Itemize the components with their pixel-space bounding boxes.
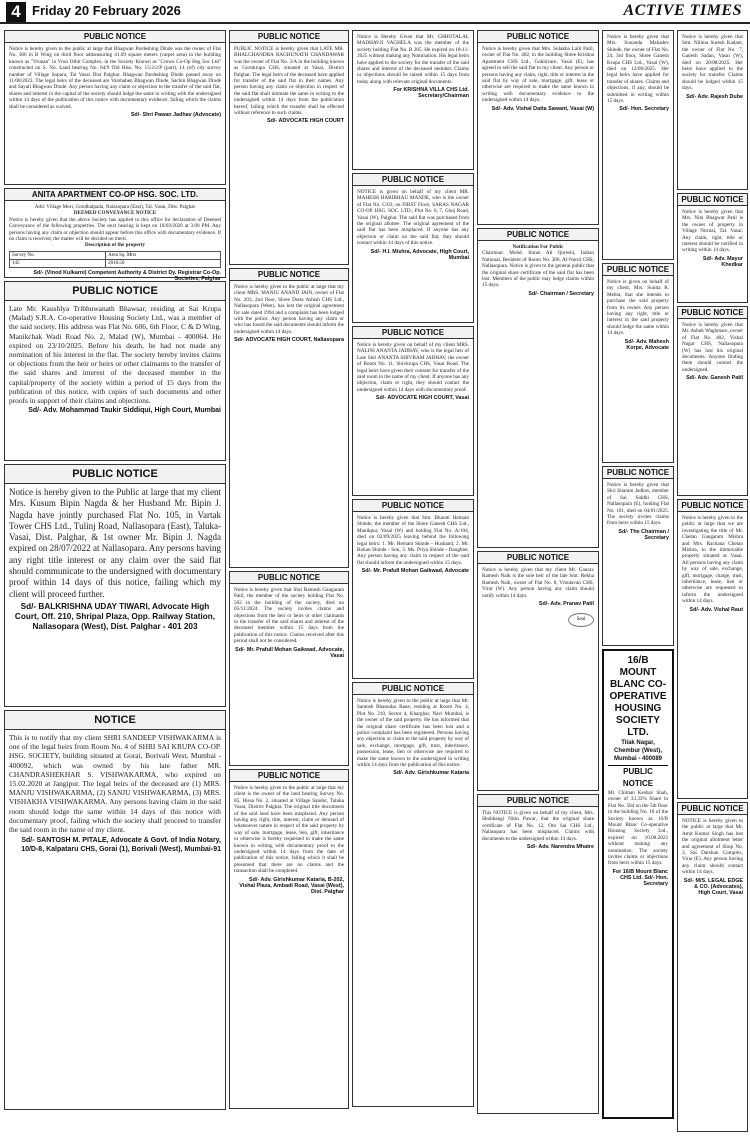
notice-signature: Sd/- Adv. Vishal Raut [689, 606, 743, 613]
notice-body: Notice is hereby given to the Public at large that my client Mrs. Kusum Bipin Nagda & her Husband Mr. Bipin J. Nagda have jointly purchased Flat No. 105, in Vartak Tower CHS Ltd., Tulinj Road, Nallasopara (East), Taluka-Vasai, Dist. Palghar, & 1st owner Mr. Bipin J. Nagda expired on 28/07/2022 at Nallasopara. Any persons having any right title interest or any claim over the said flat should communicate to the undersigned with documentary proof within 14 days of this notice, failing which my client will proceed further. [9, 487, 221, 599]
notice-land-sandor [229, 769, 349, 1109]
notice-body: Notice is hereby given that Smt. Bharati Hemant Shinde, the member of the Shree Ganesh CHS Ltd., Manikpur, Vasai (W) and holding Flat No. A/104, died on 02/09/2025 leaving behind the following legal heirs: 1. Mr. Hemant Shinde - Husband, 2. Mr. Rohan Shinde - Son, 3. Ms. Priya Shinde - Daughter. Any person having any claim in respect of the said flat should inform the undersigned within 15 days. [357, 515, 469, 566]
notice-shinde [352, 499, 474, 679]
notice-signature: Sd/- Adv. Pranav Patil [538, 601, 594, 608]
notice-body: Notice is Hereby Given that Mr. CHHOTALAL MADHAVJI VAGHELA was the member of the society holding Flat No. B 205. He expired on 18-11-2025 without making any Nomination. His legal heirs have applied to the society for the transfer of the said shares and interest of the deceased member. Claims or objections should be raised within 15 days from today along with relevant original documents. [357, 34, 469, 85]
notice-signature: Sd/- Adv. Narendra Mhatre [526, 844, 594, 851]
notice-vaghela [352, 30, 474, 170]
notice-body: Notice is hereby given to the public at large that Bhagwan Pardeshing Dinde was the owner of Flat No. 306 in B Wing on third floor admeasuring 41.09 square meters (carpet area) in the building known as "Vrunan" in Vrun Orbit Complex, in the Society Known as "Crown Co-Op Hsg Soc Ltd" constructed on S. No. Land bearing No. 64/9 Old Hiss. No. 15/2/2/P (part), 14 (of) city survey number of Village Sopara, Tal Vasai Dist Palghar. Bhagwan Pardeshing Dinde passed away on 11/08/2023. The legal heirs of the deceased are Varshaben Bhagwan Dinde, Sachin Bhagwan Dinde and Sayali Bhagwan Dinde. Any person having any claim or objection to the transfer of the said flat, shares and interest in the capital of the society should lodge the same in writing with the undersigned within 14 days of the publication of this notice with documentary evidence, failing which the claims shall be considered as waived. [9, 46, 221, 110]
notice-heading: PUBLIC NOTICE [678, 500, 747, 512]
notice-body: Notice is hereby given that Shri Ramesh Gangaram Patil, the member of the society holding Flat No. 502 in the building of the society, died on 05/11/2024. The society invites claims and objections from the heir or heirs or other claimants to the transfer of the said shares and interest of the deceased member within 15 days from the publication of this notice. Claims received after this period shall not be considered. [234, 587, 344, 645]
notice-signature: Sd/- BALKRISHNA UDAY TIWARI, Advocate High Court, Off. 210, Shripal Plaza, Opp. Railway Station, Nallasopara (West), Dist. Palghar - 401 203 [14, 601, 216, 631]
property-table [9, 251, 221, 268]
notice-heading: PUBLIC NOTICE [5, 31, 225, 43]
notice-signature: Sd/- ADVOCATE HIGH COURT [267, 118, 344, 125]
notice-heading: PUBLIC NOTICE [353, 683, 473, 695]
notice-deemed-conveyance [4, 188, 226, 282]
notice-body: Notice is hereby given to the public at large that my client is the owner of the land bearing Survey No. 85, Hissa No. 2, situated at Village Sandor, Taluka Vasai, District Palghar. The original title documents of the said land have been misplaced. Any person having any right, title, interest, claim or demand of whatsoever nature in respect of the said property by way of sale, mortgage, lease, lien, gift, inheritance or otherwise is hereby requested to make the same known in writing with documentary proof to the undersigned within 14 days from the date of publication of this notice, failing which it shall be presumed that there are no claims and the transaction shall be completed. [234, 785, 344, 875]
column-2 [229, 30, 349, 1112]
notice-body: Notice is hereby given to the public at large that Mr. Santosh Bhanudas Rane, residing at Room No. 4, Plot No. 210, Sector 4, Kharghar, Navi Mumbai, is the owner of the said property. He has informed that the original share certificate has been lost and a police complaint has been registered. Persons having any objection or claim to the said property by way of sale, exchange, mortgage, gift, trust, inheritance, possession, lease, lien or otherwise are required to make the same known to the undersigned in writing within 14 days from the publication of this notice. [357, 698, 469, 769]
notice-patil [229, 571, 349, 766]
society-name: 16/B MOUNT BLANC CO-OPERATIVE HOUSING SOCIETY LTD. [609, 655, 667, 738]
paper-name: ACTIVE TIMES [623, 2, 742, 19]
notice-body: Chairman: Mohd. Imran Ali Qureshi, Indian National, Resident of Room No. 306, Al-Nurul CHS, Nallasopara. Notice is given to the general public that the original share certificate of the said flat has been lost. Members of the public may lodge claims within 15 days. [482, 250, 594, 289]
notice-heading: PUBLIC NOTICE [478, 31, 598, 43]
notice-mehta [602, 263, 674, 463]
table-cell: 2016.50 [106, 259, 221, 267]
notice-body: Notice is hereby given that Mrs. Sulakha Lalit Patil, owner of Flat No. 402, in the building Shree Krishna Apartment CHS Ltd., Gokhivare, Vasai (E), has agreed to sell the said flat to my client. Any person or persons having any claim, right, title or interest in the said flat by way of sale, mortgage, gift, lease or otherwise are required to make the same known in writing with documentary evidence to the undersigned within 14 days. [482, 46, 594, 104]
notice-body: This NOTICE is given on behalf of my client, Mrs. Shubhangi Nitin Pawar, that the original share certificate of Flat No. 12, Om Sai CHS Ltd., Nalasopara has been misplaced. Claims with documents to the undersigned within 14 days. [482, 810, 594, 842]
notice-body: Notice is hereby given that Mrs. Sunanda Mahadev Shinde, the owner of Flat No. 24, 3rd floor, Shree Ganesh Krupa CHS Ltd., Vasai (W), died on 12/06/2025. Her legal heirs have applied for transfer of shares. Claims and objections, if any, should be submitted in writing within 15 days. [607, 34, 669, 105]
notice-signature: For 16/B Mount Blanc CHS Ltd. Sd/- Hon. Secretary [612, 868, 668, 887]
notice-nita-patil [677, 193, 748, 303]
notice-signature: Sd/- Adv. Mahesh Korpe, Advocate [624, 338, 669, 351]
notice-mount-blanc [602, 649, 674, 1119]
table-caption: Description of the property [84, 242, 146, 249]
notice-signature: Sd/- (Vinod Kulkarni) Competent Authority & District Dy. Registrar Co-Op. Societies, Palghar [33, 269, 221, 282]
notice-body: Mr. Chiman Keshav Shah, owner of 33.33% Share in Flat No. 504 on the 5th floor in the building No. 16 of the Society known as 16/B Mount Blanc Co-operative Housing Society Ltd., expired on 10.08.2022 without making any nomination. The society invites claims or objections from heirs within 15 days. [608, 790, 668, 867]
society-address: Add: Village Mori, Gondhalpada, Nalasopara (East), Tal. Vasai, Dist. Palghar [34, 204, 196, 210]
notice-signature: Sd/- Hon. Secretary [619, 106, 669, 113]
column-5 [602, 30, 748, 1135]
notice-signature: Sd/- The Chairman / Secretary [618, 528, 669, 541]
notice-signature: For KRISHNA VILLA CHS Ltd. Secretary/Chairman [393, 87, 469, 100]
table-header: Survey No. [10, 251, 106, 259]
notice-jadhav [352, 326, 474, 496]
notice-signature: Sd/- Adv. Girishkumar Kataria [393, 770, 469, 777]
notice-heading: PUBLIC NOTICE [678, 803, 747, 815]
notice-dinde [4, 30, 226, 185]
notice-signature: Sd/- Chairman / Secretary [528, 290, 594, 297]
notice-heading: PUBLIC NOTICE [230, 770, 348, 782]
notice-qureshi [477, 228, 599, 548]
notice-body: PUBLIC NOTICE is hereby given that LATE MR. BHALCHANDRA RAGHUNATH CHANDAWAR was the owner of Flat No. 3/A in the building known as Gurukrupa CHS, situated at Vasai, District Palghar. The legal heirs of the deceased have applied for transfer of the said flat in their names. Any person having any claim or objection in respect of the said flat shall intimate the same in writing to the undersigned within 14 days from the publication hereof, failing which the transfer shall be effected without reference to such claims. [234, 46, 344, 117]
notice-signature: Sd/- Shri Pawan Jadhav (Advocate) [130, 112, 221, 119]
notice-body: Notice is hereby given to the public at large that my client MRS. MANJU ANAND JAIN, owner of Flat No. 203, 2nd floor, Shree Dutta Ashish CHS Ltd., Nallasopara (West), has lost the original agreement for sale dated 1994 and a complaint has been lodged with the police. Any person having any claim or who has found the said documents should inform the undersigned within 14 days. [234, 284, 344, 335]
notice-body: NOTICE is hereby given to the public at large that Mr. Amit Kumar Singh has lost the original allotment letter and agreement of Shop No. 3, Sai Darshan Complex, Virar (E). Any person having any claim should contact within 14 days. [682, 818, 743, 876]
notice-kadam [677, 30, 748, 190]
notice-singh [677, 802, 748, 1132]
notice-mande [352, 173, 474, 323]
notice-nagda [4, 464, 226, 707]
issue-date: Friday 20 February 2026 [32, 3, 181, 18]
notice-pawar [477, 794, 599, 1114]
notice-heading: PUBLIC NOTICE [678, 307, 747, 319]
notice-heading: PUBLIC NOTICE [603, 264, 673, 276]
notice-signature: Sd/- ADVOCATE HIGH COURT, Vasai [375, 395, 469, 402]
notice-heading: PUBLIC NOTICE [230, 31, 348, 43]
notice-heading: PUBLIC NOTICE [478, 795, 598, 807]
notice-chandawar [229, 30, 349, 265]
notice-body: Notice is given on behalf of my client, Mrs. Sunita R. Mehta, that she intends to purchase the said property from its owner. Any person having any right, title or interest in the said property should lodge the same within 14 days. [607, 279, 669, 337]
page-number: 4 [6, 2, 26, 22]
notice-heading: PUBLIC NOTICE [678, 194, 747, 206]
notice-body: Late Mr. Kaushlya Tribhuwanath Bhawsar, residing at Sai Krupa (Malad) S.R.A. Co-operative Housing Society Ltd., was a member of the said society. His address was Flat No. 606, 6th Floor, C & D Wing, Manikchak Wadi Road No. 2, Malad (W), Mumbai - 400064. He expired on 23/10/2025. Before his death, he had not made any nomination of his interest in the flat. The society hereby invites claims or objections from the heir or heirs or other claimants to the transfer of the said shares and interest of the deceased member in the capital/property of the society within a period of 15 days from the publication of this notice, with copies of such documents and other proofs in support of their claims and objections. [9, 304, 221, 406]
column-4 [477, 30, 599, 1117]
notice-heading: NOTICE [5, 711, 225, 730]
notice-heading: PUBLIC NOTICE [353, 174, 473, 186]
notice-body: NOTICE is given on behalf of my client MR. MAHESH HARIBHAU MANDE, who is the owner of Flat No. C/03, on FIRST Floor, SARAS NAGAR CO-OP. HSG. SOC. LTD., Plot No. 6, 7, Ghoj Road, Vasai (W), Palghar. The said flat was purchased from the original allottee. The original agreement of the said flat has been misplaced. If anyone has any objection or claim on the said flat, they should contact within 14 days of this notice. [357, 189, 469, 247]
notice-body: Notice is hereby given that Mr. Ashok Waghmare, owner of Flat No. 402, Vishal Nagar CHS, Nallasopara (W) has lost his original documents. Anyone finding them should contact the undersigned. [682, 322, 744, 373]
notice-naik [477, 551, 599, 791]
notice-signature: Sd/- Adv. Mayur Khedkar [702, 255, 743, 268]
notice-signature: Sd/- Adv. Ganesh Patil [686, 375, 743, 382]
notice-body: Notice is hereby given that Mrs. Nita Bhagwat Patil is the owner of property in Village Nirmal, Tal. Vasai. Any claim, right, title or interest should be notified in writing within 14 days. [682, 209, 743, 254]
notice-heading: PUBLIC NOTICE [603, 467, 673, 479]
notice-signature: Sd/- Mr. Prafull Mohan Gaikwad, Advocate [361, 568, 469, 575]
notice-body: Notice is hereby given to the public at large that we are investigating the title of Mr. Chetan Gangaram Mishra and Mrs. Rachana Chetan Mishra, to the immovable property situated at Vasai. All persons having any claim by way of sale, exchange, gift, mortgage, charge, trust, inheritance, lease, lien or otherwise are requested to inform the undersigned within 14 days. [682, 515, 743, 605]
notice-body: Notice is hereby given that the above Society has applied to this office for declaration of Deemed Conveyance of the following properties. The next hearing is kept on 10/03/2026 at 3.00 PM. Any persons having any claim or objection should appear before this office with documentary evidence. If no claim is received, the matter will be decided on merit. [9, 216, 221, 243]
notice-signature: Sd/- M/S. LEGAL EDGE & CO. (Advocates), High Court, Vasai [683, 877, 743, 896]
notice-bhawsar [4, 281, 226, 461]
notice-heading: PUBLIC NOTICE [5, 465, 225, 484]
notice-title: DEEMED CONVEYANCE NOTICE [73, 210, 157, 217]
notice-rane [352, 682, 474, 1107]
table-cell: 145 [10, 259, 106, 267]
notice-heading: PUBLIC NOTICE [478, 229, 598, 241]
notice-signature: Sd/- Adv. Girishkumar Kataria, B-202, Vishal Plaza, Ambadi Road, Vasai (West), Dist. Palghar [239, 876, 344, 895]
notice-body: Notice is hereby given that Shri Sitaram Jadhav, member of Sai Siddhi CHS, Nallasopara (E), holding Flat No. 101, died on 04/01/2025. The society invites claims from heirs within 15 days. [607, 482, 669, 527]
table-header: Area Sq. Mtrs [106, 251, 221, 259]
notice-heading: PUBLIC NOTICE [478, 552, 598, 564]
notice-heading: PUBLIC NOTICE [5, 282, 225, 301]
notice-signature: Sd/- SANTOSH M. PITALE, Advocate & Govt. of India Notary, 10/D-8, Kalpataru CHS, Gorai (1), Borivali (West), Mumbai-91 [21, 837, 221, 854]
notice-signature: Sd/- ADVOCATE HIGH COURT, Nallasopara [234, 337, 344, 344]
notice-waghmare [677, 306, 748, 496]
notice-sunanda-shinde [602, 30, 674, 260]
notice-subtitle: Notification For Public [512, 244, 564, 250]
notice-body: Notice is hereby given that Smt. Nilima Suresh Kadam, the owner of Flat No. 7, Ganesh Sadan, Vasai (W), died on 20/08/2025. Her heirs have applied to the society for transfer. Claims should be lodged within 15 days. [682, 34, 743, 92]
society-address: Tilak Nagar, Chembur (West), Mumbai - 400089 [613, 740, 663, 762]
notice-body: This is to notify that my client SHRI SANDEEP VISHWAKARMA is one of the legal heirs from Room No. 4 of SHRI SAI KRUPA CO-OP. HSG. SOCIETY, building situated at Gorai, Borivali West, Mumbai - 400092, which was owned by his late father MR. CHANDRASHEKHAR S. VISHWAKARMA, who expired on 15.02.2020 at Jangipur. The legal heirs of the deceased are (1) MRS. MANJU VISHWAKARMA, (2) SANJU VISHWAKARMA, (3) MRS. VISHAKHA VISHWAKARMA. Any persons having claim in the said room should lodge the same within 14 days of this notice with documentary proof, failing which the society shall proceed to transfer the said room in the name of my client. [9, 733, 221, 835]
notice-heading: PUBLIC NOTICE [230, 269, 348, 281]
notice-vishwakarma [4, 710, 226, 1110]
notice-body: Notice is hereby given that my client Mr. Gaurav Ramesh Naik is the sole heir of the late Smt. Rekha Ramesh Naik, owner of Flat No. 8, Vrindavan CHS, Virar (W). Any person having any claim should notify within 14 days. [482, 567, 594, 599]
notice-heading: ANITA APARTMENT CO-OP HSG. SOC. LTD. [5, 189, 225, 201]
notice-signature: Sd/- Adv. Mohammad Taukir Siddiqui, High Court, Mumbai [28, 407, 221, 415]
notice-heading: PUBLIC NOTICE [353, 500, 473, 512]
seal-stamp: Seal [568, 613, 594, 627]
notice-signature: Sd/- H.I. Mishra, Advocate, High Court, Mumbai [370, 248, 469, 261]
masthead [0, 0, 750, 24]
notice-sawant [477, 30, 599, 225]
notice-signature: Sd/- Adv. Rajesh Dube [686, 93, 743, 100]
notice-heading: PUBLIC NOTICE [353, 327, 473, 339]
notice-mishra [677, 499, 748, 799]
notice-sitaram-jadhav [602, 466, 674, 646]
notice-jain [229, 268, 349, 568]
column-1 [4, 30, 226, 1113]
column-6 [677, 30, 748, 1135]
notice-heading: PUBLIC NOTICE [230, 572, 348, 584]
notice-body: Notice is hereby given on behalf of my client MRS. NALINI ANANTA JADHAV, who is the legal heir of Late Shri ANANTA SHIVRAM JADHAV, the owner of Room No. 11, Shivkrupa CHS, Vasai Road. The legal heirs have given their consent for transfer of the said room in the name of my client. If anyone has any objection, claim or right, they should contact the undersigned within 14 days with documentary proof. [357, 342, 469, 393]
notice-signature: Sd/- Adv. Vishal Datta Sawant, Vasai (W) [491, 105, 594, 112]
column-5a [602, 30, 674, 1135]
column-3 [352, 30, 474, 1110]
notice-heading: PUBLIC NOTICE [608, 765, 668, 790]
notice-signature: Sd/- Mr. Prafull Mohan Gaikwad, Advocate, Vasai [235, 646, 344, 659]
